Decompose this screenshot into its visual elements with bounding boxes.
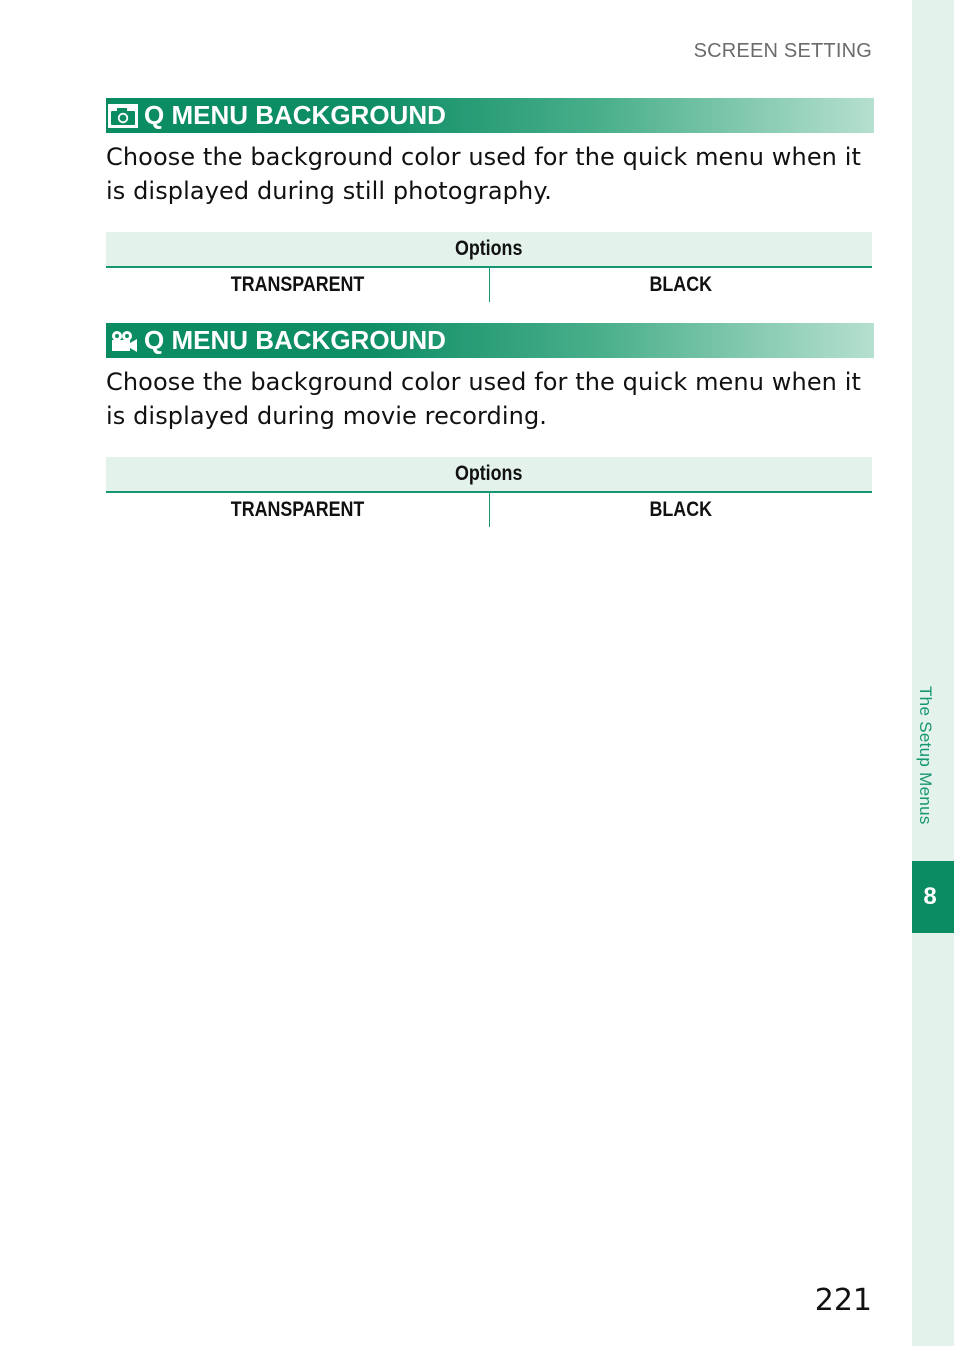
options-row (106, 493, 872, 527)
page-number: 221 (814, 1283, 872, 1318)
option-transparent: TRANSPARENT (106, 268, 490, 302)
option-black: BLACK (649, 273, 712, 296)
section-heading-bar (106, 323, 874, 358)
sidebar-chapter-label: The Setup Menus (916, 686, 935, 825)
options-header: Options (106, 232, 872, 268)
section-title: Q MENU BACKGROUND (144, 325, 446, 355)
options-table (106, 232, 872, 302)
section-still-q-menu-background (106, 98, 874, 302)
camera-icon (108, 104, 138, 128)
chapter-sidebar (912, 0, 954, 1346)
chapter-tab: 8 (912, 861, 954, 933)
running-head: SCREEN SETTING (693, 40, 872, 62)
section-description: Choose the background color used for the quick menu when it is displayed during still photography. (106, 143, 861, 205)
options-table (106, 457, 872, 527)
option-black: BLACK (649, 498, 712, 521)
section-description: Choose the background color used for the quick menu when it is displayed during movie recording. (106, 368, 861, 430)
section-movie-q-menu-background (106, 323, 874, 527)
section-title: Q MENU BACKGROUND (144, 100, 446, 130)
section-heading-bar (106, 98, 874, 133)
option-transparent: TRANSPARENT (106, 493, 490, 527)
options-header: Options (106, 457, 872, 493)
movie-camera-icon (108, 329, 138, 353)
options-row (106, 268, 872, 302)
